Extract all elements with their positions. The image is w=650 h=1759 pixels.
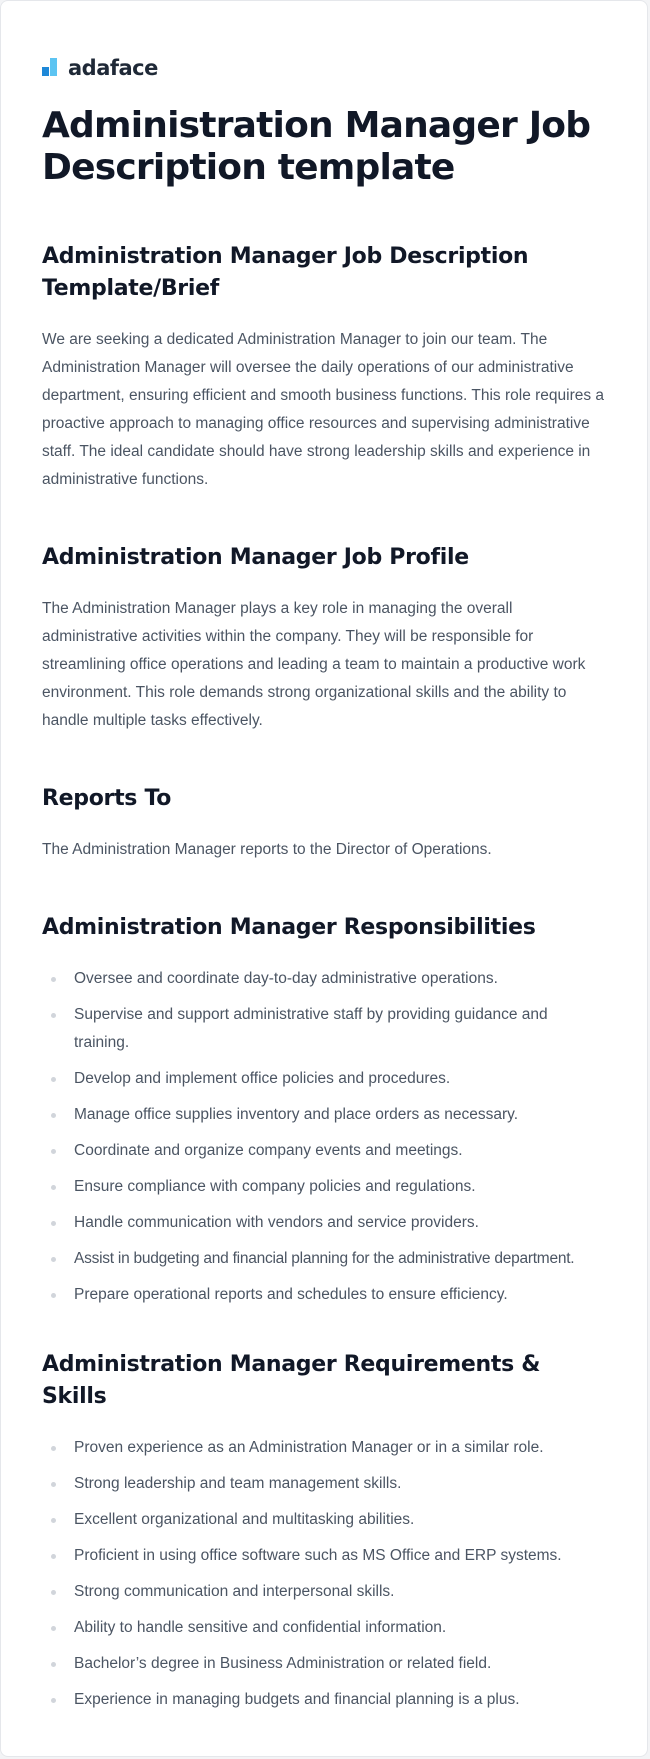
requirements-list: [42, 1434, 606, 1714]
section-reports-to: [42, 783, 606, 864]
list-item: Assist in budgeting and financial planning for the administrative department.: [42, 1245, 606, 1273]
document-content: [1, 1, 647, 1714]
list-item: Strong leadership and team management skills.: [42, 1470, 606, 1498]
section-heading-responsibilities: Administration Manager Responsibilities: [42, 915, 536, 940]
section-heading-profile: Administration Manager Job Profile: [42, 545, 469, 570]
list-item: Excellent organizational and multitasking abilities.: [42, 1506, 606, 1534]
section-body-brief: We are seeking a dedicated Administration Manager to join our team. The Administration Manager will oversee the daily operations of our administrative department, ensuring efficient and smooth business functions. This role requires a proactive approach to managing office resources and supervising administrative staff. The ideal candidate should have strong leadership skills and experience in administrative functions.: [42, 331, 605, 488]
list-item: Strong communication and interpersonal skills.: [42, 1578, 606, 1606]
section-heading-requirements: Administration Manager Requirements & Skills: [42, 1352, 541, 1409]
page-title: Administration Manager Job Description template: [42, 105, 591, 188]
section-heading-brief: Administration Manager Job Description Template/Brief: [42, 244, 529, 301]
list-item: Coordinate and organize company events and meetings.: [42, 1137, 606, 1165]
adaface-logo-icon: [42, 58, 62, 78]
list-item: Oversee and coordinate day-to-day administrative operations.: [42, 965, 606, 993]
list-item: Proficient in using office software such as MS Office and ERP systems.: [42, 1542, 606, 1570]
section-requirements: [42, 1349, 606, 1714]
responsibilities-list: [42, 965, 606, 1309]
section-brief: [42, 241, 606, 494]
list-item: Manage office supplies inventory and place orders as necessary.: [42, 1101, 606, 1129]
list-item: Supervise and support administrative staff by providing guidance and training.: [42, 1001, 606, 1057]
list-item: Ensure compliance with company policies and regulations.: [42, 1173, 606, 1201]
section-heading-reports-to: Reports To: [42, 786, 172, 811]
section-profile: [42, 542, 606, 735]
list-item: Prepare operational reports and schedules to ensure efficiency.: [42, 1281, 606, 1309]
section-responsibilities: [42, 912, 606, 1309]
list-item: Proven experience as an Administration Manager or in a similar role.: [42, 1434, 606, 1462]
brand-logo[interactable]: [42, 55, 606, 81]
section-body-reports-to: The Administration Manager reports to the Director of Operations.: [42, 841, 492, 858]
list-item: Develop and implement office policies and procedures.: [42, 1065, 606, 1093]
brand-name: adaface: [68, 56, 158, 80]
list-item: Ability to handle sensitive and confidential information.: [42, 1614, 606, 1642]
list-item: Experience in managing budgets and financial planning is a plus.: [42, 1686, 606, 1714]
list-item: Handle communication with vendors and service providers.: [42, 1209, 606, 1237]
list-item: Bachelor’s degree in Business Administration or related field.: [42, 1650, 606, 1678]
section-body-profile: The Administration Manager plays a key role in managing the overall administrative activities within the company. They will be responsible for streamlining office operations and leading a team to maintain a productive work environment. This role demands strong organizational skills and the ability to handle multiple tasks effectively.: [42, 600, 586, 729]
